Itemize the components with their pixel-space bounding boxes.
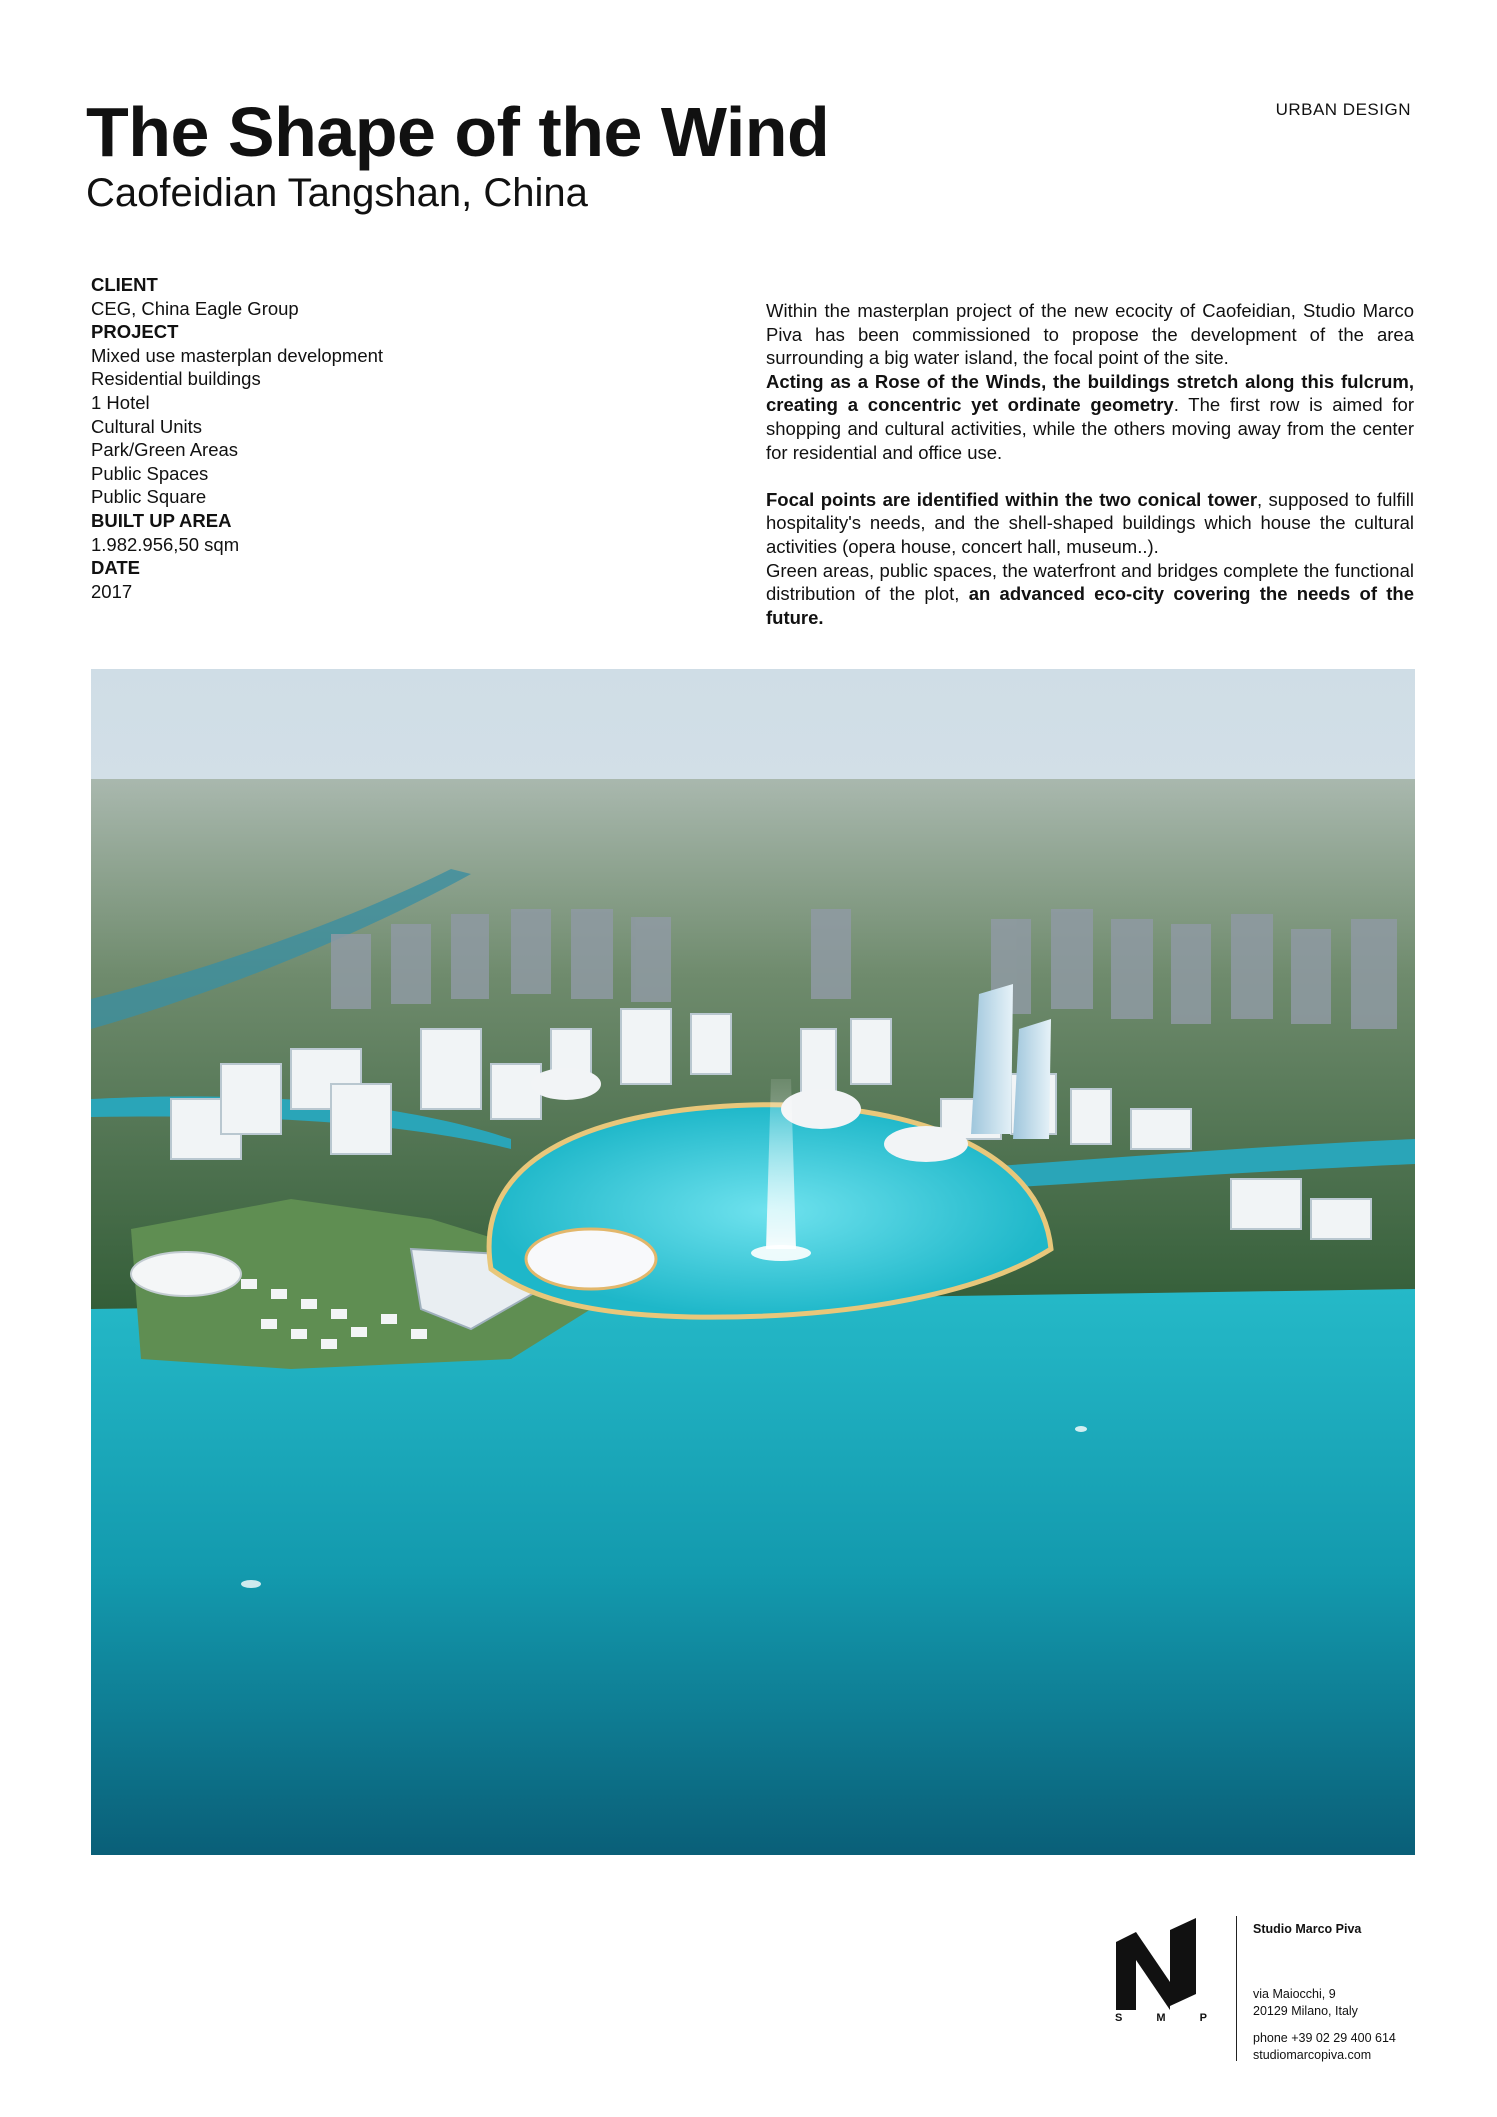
project-item: 1 Hotel [91, 391, 150, 413]
logo-letter: M [1156, 2012, 1166, 2024]
project-description [766, 299, 1414, 629]
project-specs [91, 273, 571, 603]
page-title: The Shape of the Wind [86, 93, 830, 171]
description-paragraph: Green areas, public spaces, the waterfront and bridges complete the functional distribution of the plot, an advanced eco-city covering the needs of the future. [766, 559, 1414, 628]
date-label: DATE [91, 557, 140, 579]
date-value: 2017 [91, 580, 133, 602]
studio-contact [1253, 2030, 1396, 2064]
logo-letter: S [1115, 2012, 1123, 2024]
address-line: 20129 Milano, Italy [1253, 2004, 1358, 2018]
page-subtitle: Caofeidian Tangshan, China [86, 171, 588, 215]
project-item: Residential buildings [91, 368, 261, 390]
project-item: Mixed use masterplan development [91, 344, 384, 366]
smp-logo [1110, 1910, 1210, 2015]
website-link[interactable]: studiomarcopiva.com [1253, 2048, 1372, 2062]
address-line: via Maiocchi, 9 [1253, 1987, 1336, 2001]
project-item: Park/Green Areas [91, 439, 239, 461]
project-item: Cultural Units [91, 415, 203, 437]
phone-number: phone +39 02 29 400 614 [1253, 2031, 1396, 2045]
project-label: PROJECT [91, 321, 179, 343]
description-paragraph: Focal points are identified within the two conical tower, supposed to fulfill hospitality's needs, and the shell-shaped buildings which house the cultural activities (opera house, concert hall, museum..). [766, 488, 1415, 557]
studio-address [1253, 1986, 1358, 2020]
logo-letters [1115, 2012, 1207, 2024]
project-item: Public Square [91, 486, 207, 508]
client-label: CLIENT [91, 274, 158, 295]
category-label: URBAN DESIGN [1275, 100, 1411, 119]
logo-letter: P [1199, 2012, 1207, 2024]
area-label: BUILT UP AREA [91, 509, 232, 531]
area-value: 1.982.956,50 sqm [91, 533, 240, 555]
masterplan-aerial-rendering [91, 669, 1415, 1855]
footer-divider [1236, 1916, 1237, 2061]
studio-name: Studio Marco Piva [1253, 1922, 1362, 1936]
aerial-illustration [91, 669, 1415, 1855]
client-value: CEG, China Eagle Group [91, 297, 299, 319]
description-paragraph: Acting as a Rose of the Winds, the buildings stretch along this fulcrum, creating a concentric yet ordinate geometry. The first row is aimed for shopping and cultural activities, while the others moving away from the center for residential and office use. [766, 370, 1414, 463]
smp-logo-mark [1110, 1910, 1210, 2010]
project-item: Public Spaces [91, 462, 209, 484]
description-paragraph: Within the masterplan project of the new ecocity of Caofeidian, Studio Marco Piva has been commissioned to propose the development of the area surrounding a big water island, the focal point of the site. [766, 300, 1414, 369]
